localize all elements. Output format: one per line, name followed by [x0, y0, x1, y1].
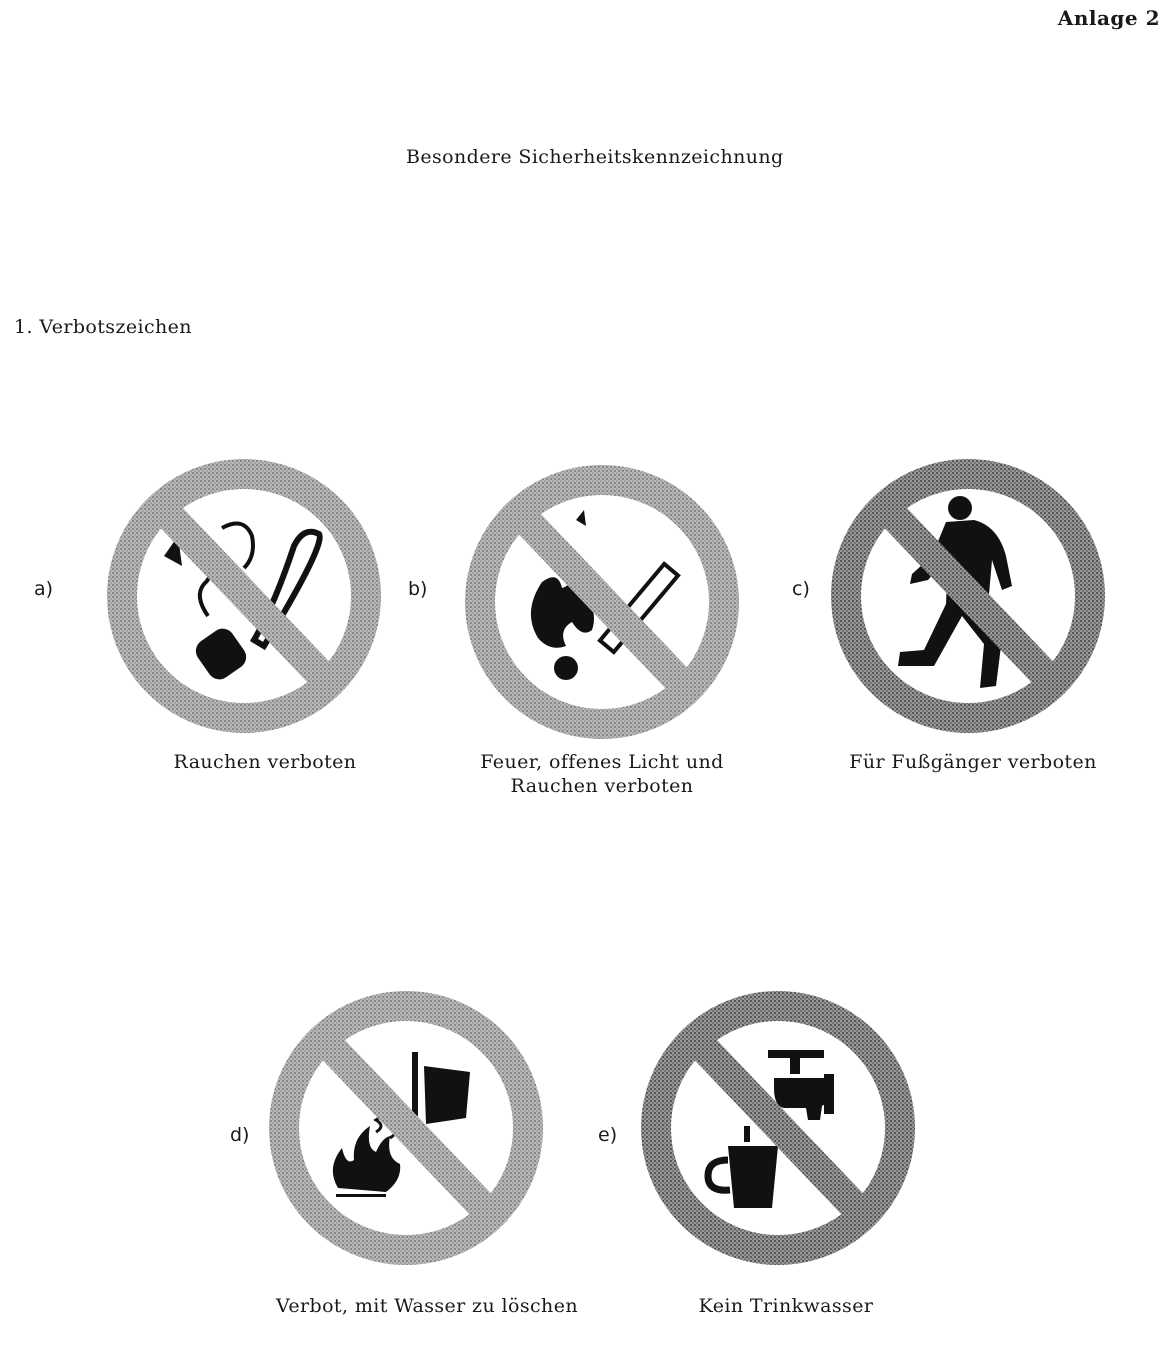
sign-b-caption [462, 750, 742, 798]
sign-a [104, 456, 384, 736]
sign-b-letter: b) [408, 578, 428, 600]
page-title: Besondere Sicherheitskennzeichnung [406, 146, 784, 168]
sign-d-letter: d) [230, 1124, 250, 1146]
no-water-extinguishing-icon [266, 988, 546, 1268]
no-open-flame-icon [462, 462, 742, 742]
sign-d-caption [262, 1294, 592, 1318]
sign-a-letter: a) [34, 578, 54, 600]
caption-line: Verbot, mit Wasser zu löschen [276, 1295, 578, 1317]
caption-line: Für Fußgänger verboten [849, 751, 1097, 773]
sign-c-letter: c) [792, 578, 810, 600]
annex-label: Anlage 2 [1057, 6, 1160, 30]
caption-line: Kein Trinkwasser [698, 1295, 874, 1317]
no-smoking-icon [104, 456, 384, 736]
sign-c [828, 456, 1108, 736]
sign-e [638, 988, 918, 1268]
caption-line: Feuer, offenes Licht und [480, 751, 724, 773]
sign-c-caption [840, 750, 1106, 774]
caption-line: Rauchen verboten [510, 775, 694, 797]
section-heading: 1. Verbotszeichen [14, 316, 192, 338]
not-drinking-water-icon [638, 988, 918, 1268]
sign-e-letter: e) [598, 1124, 618, 1146]
caption-line: Rauchen verboten [173, 751, 357, 773]
sign-b [462, 462, 742, 742]
sign-e-caption [656, 1294, 916, 1318]
sign-d [266, 988, 546, 1268]
no-pedestrians-icon [828, 456, 1108, 736]
sign-a-caption [150, 750, 380, 774]
